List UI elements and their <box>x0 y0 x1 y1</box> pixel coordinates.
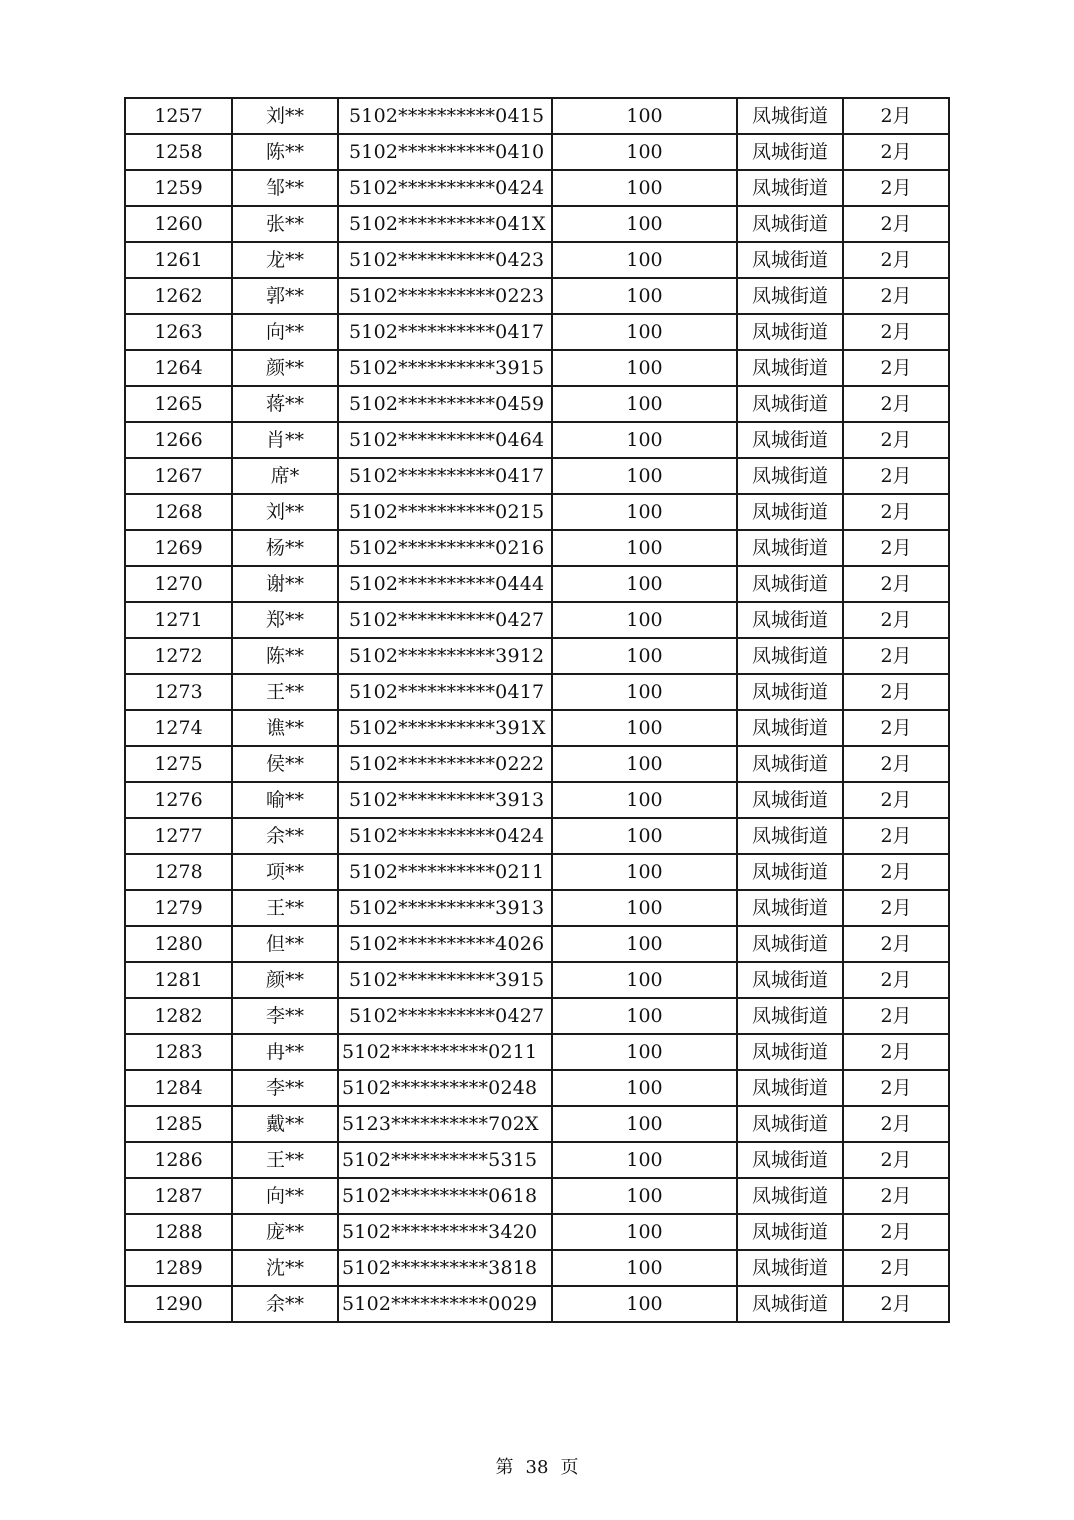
table-row <box>125 242 949 278</box>
cell-id-number: 5102**********3420 <box>338 1214 552 1250</box>
cell-name: 肖** <box>232 422 338 458</box>
cell-amount: 100 <box>552 638 737 674</box>
cell-id-number: 5102**********3915 <box>338 962 552 998</box>
cell-name: 蒋** <box>232 386 338 422</box>
cell-name: 王** <box>232 890 338 926</box>
cell-amount: 100 <box>552 350 737 386</box>
page-footer <box>0 1456 1074 1480</box>
cell-id-number: 5102**********0427 <box>338 998 552 1034</box>
cell-street: 凤城街道 <box>737 1286 843 1322</box>
cell-month: 2月 <box>843 746 949 782</box>
cell-id-number: 5102**********0427 <box>338 602 552 638</box>
cell-serial-number: 1284 <box>125 1070 232 1106</box>
cell-month: 2月 <box>843 170 949 206</box>
cell-month: 2月 <box>843 1250 949 1286</box>
cell-street: 凤城街道 <box>737 494 843 530</box>
cell-id-number: 5102**********0029 <box>338 1286 552 1322</box>
cell-id-number: 5102**********0215 <box>338 494 552 530</box>
table-row <box>125 1250 949 1286</box>
table-row <box>125 170 949 206</box>
cell-street: 凤城街道 <box>737 746 843 782</box>
cell-street: 凤城街道 <box>737 926 843 962</box>
cell-name: 刘** <box>232 98 338 134</box>
cell-street: 凤城街道 <box>737 998 843 1034</box>
cell-month: 2月 <box>843 134 949 170</box>
cell-serial-number: 1260 <box>125 206 232 242</box>
table-row <box>125 998 949 1034</box>
cell-amount: 100 <box>552 566 737 602</box>
cell-name: 张** <box>232 206 338 242</box>
cell-street: 凤城街道 <box>737 278 843 314</box>
cell-street: 凤城街道 <box>737 1070 843 1106</box>
cell-name: 项** <box>232 854 338 890</box>
cell-street: 凤城街道 <box>737 674 843 710</box>
cell-month: 2月 <box>843 98 949 134</box>
cell-amount: 100 <box>552 1250 737 1286</box>
table-row <box>125 386 949 422</box>
roster-table <box>124 97 950 1323</box>
cell-month: 2月 <box>843 710 949 746</box>
cell-month: 2月 <box>843 1286 949 1322</box>
cell-serial-number: 1266 <box>125 422 232 458</box>
cell-month: 2月 <box>843 386 949 422</box>
cell-month: 2月 <box>843 530 949 566</box>
cell-serial-number: 1270 <box>125 566 232 602</box>
cell-id-number: 5123**********702X <box>338 1106 552 1142</box>
cell-serial-number: 1268 <box>125 494 232 530</box>
cell-street: 凤城街道 <box>737 134 843 170</box>
cell-serial-number: 1289 <box>125 1250 232 1286</box>
cell-month: 2月 <box>843 890 949 926</box>
cell-amount: 100 <box>552 530 737 566</box>
cell-serial-number: 1280 <box>125 926 232 962</box>
cell-amount: 100 <box>552 314 737 350</box>
cell-amount: 100 <box>552 134 737 170</box>
cell-id-number: 5102**********4026 <box>338 926 552 962</box>
cell-month: 2月 <box>843 206 949 242</box>
cell-street: 凤城街道 <box>737 530 843 566</box>
cell-month: 2月 <box>843 854 949 890</box>
cell-serial-number: 1267 <box>125 458 232 494</box>
cell-street: 凤城街道 <box>737 602 843 638</box>
table-row <box>125 494 949 530</box>
cell-id-number: 5102**********5315 <box>338 1142 552 1178</box>
table-row <box>125 818 949 854</box>
cell-id-number: 5102**********3915 <box>338 350 552 386</box>
cell-id-number: 5102**********0216 <box>338 530 552 566</box>
cell-serial-number: 1279 <box>125 890 232 926</box>
table-row <box>125 602 949 638</box>
table-row <box>125 710 949 746</box>
cell-street: 凤城街道 <box>737 242 843 278</box>
cell-street: 凤城街道 <box>737 422 843 458</box>
table-row <box>125 854 949 890</box>
cell-name: 陈** <box>232 134 338 170</box>
cell-serial-number: 1285 <box>125 1106 232 1142</box>
cell-serial-number: 1258 <box>125 134 232 170</box>
table-row <box>125 1178 949 1214</box>
cell-serial-number: 1281 <box>125 962 232 998</box>
cell-month: 2月 <box>843 674 949 710</box>
table-row <box>125 674 949 710</box>
cell-serial-number: 1286 <box>125 1142 232 1178</box>
cell-id-number: 5102**********041X <box>338 206 552 242</box>
cell-id-number: 5102**********0248 <box>338 1070 552 1106</box>
cell-street: 凤城街道 <box>737 98 843 134</box>
cell-street: 凤城街道 <box>737 350 843 386</box>
table-row <box>125 1286 949 1322</box>
table-row <box>125 350 949 386</box>
cell-street: 凤城街道 <box>737 890 843 926</box>
cell-name: 喻** <box>232 782 338 818</box>
cell-amount: 100 <box>552 602 737 638</box>
table-row <box>125 1142 949 1178</box>
cell-name: 余** <box>232 1286 338 1322</box>
cell-name: 颜** <box>232 350 338 386</box>
table-row <box>125 1106 949 1142</box>
cell-street: 凤城街道 <box>737 1178 843 1214</box>
cell-street: 凤城街道 <box>737 458 843 494</box>
cell-amount: 100 <box>552 674 737 710</box>
cell-amount: 100 <box>552 962 737 998</box>
table-row <box>125 782 949 818</box>
cell-street: 凤城街道 <box>737 1106 843 1142</box>
cell-serial-number: 1275 <box>125 746 232 782</box>
cell-serial-number: 1274 <box>125 710 232 746</box>
cell-name: 王** <box>232 1142 338 1178</box>
cell-name: 郑** <box>232 602 338 638</box>
cell-amount: 100 <box>552 1106 737 1142</box>
cell-amount: 100 <box>552 998 737 1034</box>
cell-name: 冉** <box>232 1034 338 1070</box>
cell-amount: 100 <box>552 386 737 422</box>
cell-name: 龙** <box>232 242 338 278</box>
cell-serial-number: 1288 <box>125 1214 232 1250</box>
cell-month: 2月 <box>843 782 949 818</box>
cell-id-number: 5102**********391X <box>338 710 552 746</box>
cell-id-number: 5102**********0211 <box>338 1034 552 1070</box>
cell-month: 2月 <box>843 818 949 854</box>
cell-serial-number: 1282 <box>125 998 232 1034</box>
cell-street: 凤城街道 <box>737 170 843 206</box>
cell-serial-number: 1273 <box>125 674 232 710</box>
cell-month: 2月 <box>843 494 949 530</box>
cell-serial-number: 1262 <box>125 278 232 314</box>
table-row <box>125 1214 949 1250</box>
table-row <box>125 638 949 674</box>
cell-amount: 100 <box>552 278 737 314</box>
cell-name: 谯** <box>232 710 338 746</box>
cell-name: 向** <box>232 314 338 350</box>
cell-id-number: 5102**********3913 <box>338 782 552 818</box>
cell-id-number: 5102**********0417 <box>338 674 552 710</box>
cell-amount: 100 <box>552 1070 737 1106</box>
cell-month: 2月 <box>843 1106 949 1142</box>
cell-month: 2月 <box>843 242 949 278</box>
table-row <box>125 134 949 170</box>
cell-serial-number: 1271 <box>125 602 232 638</box>
cell-serial-number: 1269 <box>125 530 232 566</box>
table-row <box>125 458 949 494</box>
cell-street: 凤城街道 <box>737 962 843 998</box>
cell-serial-number: 1287 <box>125 1178 232 1214</box>
cell-amount: 100 <box>552 170 737 206</box>
cell-name: 沈** <box>232 1250 338 1286</box>
cell-serial-number: 1261 <box>125 242 232 278</box>
table-row <box>125 278 949 314</box>
cell-street: 凤城街道 <box>737 1214 843 1250</box>
cell-name: 杨** <box>232 530 338 566</box>
cell-amount: 100 <box>552 1214 737 1250</box>
cell-serial-number: 1272 <box>125 638 232 674</box>
cell-street: 凤城街道 <box>737 818 843 854</box>
cell-street: 凤城街道 <box>737 710 843 746</box>
cell-id-number: 5102**********0211 <box>338 854 552 890</box>
cell-id-number: 5102**********3912 <box>338 638 552 674</box>
cell-serial-number: 1257 <box>125 98 232 134</box>
cell-amount: 100 <box>552 422 737 458</box>
cell-id-number: 5102**********3818 <box>338 1250 552 1286</box>
table-row <box>125 530 949 566</box>
cell-month: 2月 <box>843 314 949 350</box>
cell-month: 2月 <box>843 638 949 674</box>
cell-month: 2月 <box>843 422 949 458</box>
cell-month: 2月 <box>843 602 949 638</box>
cell-serial-number: 1290 <box>125 1286 232 1322</box>
cell-month: 2月 <box>843 962 949 998</box>
cell-serial-number: 1259 <box>125 170 232 206</box>
cell-amount: 100 <box>552 1286 737 1322</box>
table-row <box>125 1034 949 1070</box>
table-row <box>125 98 949 134</box>
cell-serial-number: 1277 <box>125 818 232 854</box>
cell-serial-number: 1264 <box>125 350 232 386</box>
cell-month: 2月 <box>843 926 949 962</box>
cell-id-number: 5102**********0417 <box>338 458 552 494</box>
cell-id-number: 5102**********0424 <box>338 170 552 206</box>
cell-name: 席* <box>232 458 338 494</box>
cell-amount: 100 <box>552 98 737 134</box>
table-row <box>125 746 949 782</box>
cell-name: 郭** <box>232 278 338 314</box>
cell-month: 2月 <box>843 1142 949 1178</box>
cell-month: 2月 <box>843 1070 949 1106</box>
cell-name: 李** <box>232 1070 338 1106</box>
cell-id-number: 5102**********0618 <box>338 1178 552 1214</box>
cell-id-number: 5102**********0459 <box>338 386 552 422</box>
cell-name: 但** <box>232 926 338 962</box>
cell-street: 凤城街道 <box>737 854 843 890</box>
footer-suffix: 页 <box>560 1457 579 1478</box>
cell-amount: 100 <box>552 710 737 746</box>
cell-id-number: 5102**********0417 <box>338 314 552 350</box>
cell-id-number: 5102**********0464 <box>338 422 552 458</box>
cell-name: 戴** <box>232 1106 338 1142</box>
roster-table-body <box>125 98 949 1322</box>
cell-name: 谢** <box>232 566 338 602</box>
cell-street: 凤城街道 <box>737 314 843 350</box>
cell-id-number: 5102**********0423 <box>338 242 552 278</box>
cell-serial-number: 1263 <box>125 314 232 350</box>
cell-street: 凤城街道 <box>737 386 843 422</box>
cell-amount: 100 <box>552 854 737 890</box>
cell-serial-number: 1265 <box>125 386 232 422</box>
cell-amount: 100 <box>552 1034 737 1070</box>
cell-serial-number: 1283 <box>125 1034 232 1070</box>
cell-amount: 100 <box>552 782 737 818</box>
cell-month: 2月 <box>843 1034 949 1070</box>
cell-amount: 100 <box>552 926 737 962</box>
cell-street: 凤城街道 <box>737 566 843 602</box>
cell-name: 向** <box>232 1178 338 1214</box>
table-row <box>125 1070 949 1106</box>
table-row <box>125 890 949 926</box>
cell-name: 刘** <box>232 494 338 530</box>
cell-id-number: 5102**********0444 <box>338 566 552 602</box>
cell-amount: 100 <box>552 206 737 242</box>
cell-amount: 100 <box>552 746 737 782</box>
cell-street: 凤城街道 <box>737 638 843 674</box>
cell-street: 凤城街道 <box>737 1034 843 1070</box>
table-row <box>125 962 949 998</box>
cell-month: 2月 <box>843 350 949 386</box>
cell-id-number: 5102**********0415 <box>338 98 552 134</box>
roster-sheet <box>124 97 948 1323</box>
cell-name: 庞** <box>232 1214 338 1250</box>
cell-amount: 100 <box>552 494 737 530</box>
cell-id-number: 5102**********0223 <box>338 278 552 314</box>
cell-name: 李** <box>232 998 338 1034</box>
cell-name: 颜** <box>232 962 338 998</box>
cell-id-number: 5102**********0410 <box>338 134 552 170</box>
table-row <box>125 422 949 458</box>
cell-name: 邹** <box>232 170 338 206</box>
cell-amount: 100 <box>552 458 737 494</box>
cell-amount: 100 <box>552 890 737 926</box>
cell-month: 2月 <box>843 1178 949 1214</box>
cell-amount: 100 <box>552 1178 737 1214</box>
cell-street: 凤城街道 <box>737 206 843 242</box>
cell-id-number: 5102**********0424 <box>338 818 552 854</box>
table-row <box>125 566 949 602</box>
table-row <box>125 314 949 350</box>
table-row <box>125 206 949 242</box>
cell-month: 2月 <box>843 566 949 602</box>
cell-street: 凤城街道 <box>737 1250 843 1286</box>
cell-street: 凤城街道 <box>737 782 843 818</box>
cell-serial-number: 1276 <box>125 782 232 818</box>
cell-name: 陈** <box>232 638 338 674</box>
cell-name: 王** <box>232 674 338 710</box>
cell-name: 余** <box>232 818 338 854</box>
cell-id-number: 5102**********0222 <box>338 746 552 782</box>
cell-amount: 100 <box>552 1142 737 1178</box>
page-number: 38 <box>525 1457 549 1478</box>
cell-amount: 100 <box>552 818 737 854</box>
cell-month: 2月 <box>843 998 949 1034</box>
table-row <box>125 926 949 962</box>
cell-month: 2月 <box>843 278 949 314</box>
cell-id-number: 5102**********3913 <box>338 890 552 926</box>
cell-month: 2月 <box>843 458 949 494</box>
footer-prefix: 第 <box>495 1457 514 1478</box>
cell-name: 侯** <box>232 746 338 782</box>
cell-street: 凤城街道 <box>737 1142 843 1178</box>
cell-amount: 100 <box>552 242 737 278</box>
cell-serial-number: 1278 <box>125 854 232 890</box>
cell-month: 2月 <box>843 1214 949 1250</box>
